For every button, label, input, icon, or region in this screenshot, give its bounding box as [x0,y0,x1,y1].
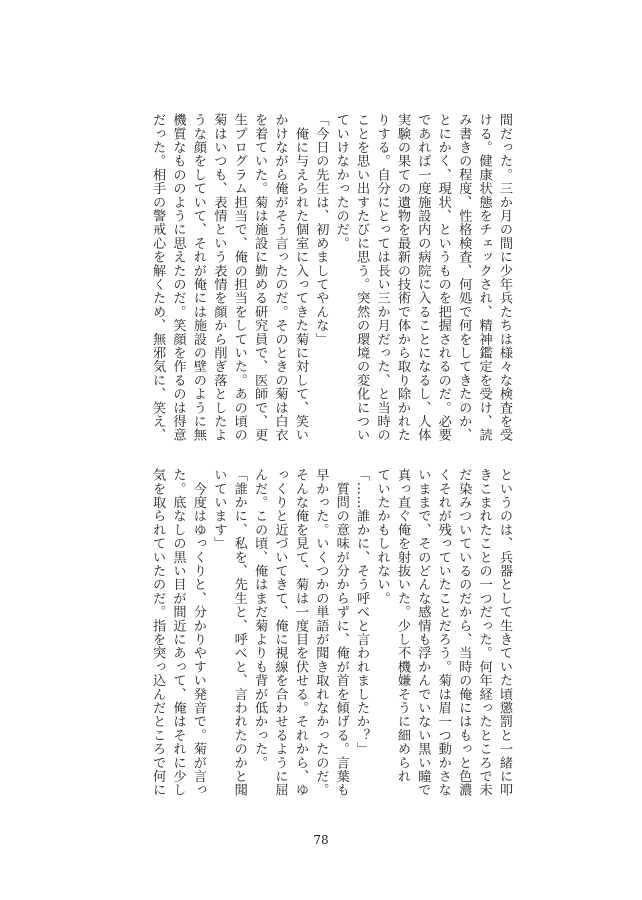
text-line: 早かった。いくつかの単語が聞き取れなかったのだ。 [313,468,329,797]
text-line: うな顔をしていて、それが俺には施設の壁のように無 [190,113,206,442]
text-line: 気を取られていたのだ。指を突っ込んだところで何に [150,468,166,797]
text-line: 真っ直ぐ俺を射抜いた。少し不機嫌そうに細められ [394,468,410,784]
text-line: 「今日の先生は、初めましてやんな」 [313,113,329,346]
text-line: 「誰かに、私を、先生と、呼べと、言われたのかと聞 [231,468,247,797]
text-line: た。底なしの黒い目が間近にあって、俺はそれに少し [170,468,186,797]
text-line: 実験の果ての遺物を最新の技術で体から取り除かれた [394,113,410,442]
text-line: 間だった。三か月の間に少年兵たちは様々な検査を受 [497,113,512,442]
text-line: 「……誰かに、そう呼べと言われましたか？」 [354,468,370,756]
text-line: 菊はいつも、表情という表情を顔から削ぎ落としたよ [211,113,227,442]
text-line: であれば一度施設内の病院に入ることになるし、人体 [415,113,431,442]
text-line: 俺に与えられた個室に入ってきた菊に対して、笑い [292,113,308,442]
text-line: だ染みついているのだから、当時の俺にはもっと色濃 [456,468,472,797]
text-line: ける。健康状態をチェックされ、精神鑑定を受け、読 [476,113,492,442]
text-line: というのは、兵器として生きていた頃懲罰と一緒に叩 [497,468,512,797]
text-block-bottom [147,468,514,797]
text-line: 機質なもののように思えたのだ。笑顔を作るのは得意 [170,113,186,442]
text-line: そんな俺を見て、菊は一度目を伏せる。それから、ゆ [292,468,308,797]
text-line: 今度はゆっくりと、分かりやすい発音で。菊が言っ [190,468,206,797]
text-line: いています」 [211,468,227,551]
text-line: とにかく、現状、というものを把握されるのだ。必要 [435,113,451,442]
text-line: 生プログラム担当で、俺の担当をしていた。あの頃の [231,113,247,442]
text-line: くそれが残っていたことだろう。菊は眉一つ動かさな [435,468,451,797]
text-line: っくりと近づいてきて、俺に視線を合わせるように屈 [272,468,288,797]
text-line: いままで、そのどんな感情も浮かんでいない黒い瞳で [415,468,431,797]
text-line: きこまれたことの一つだった。何年経ったところで未 [476,468,492,797]
text-line: かけながら俺がそう言ったのだ。そのときの菊は白衣 [272,113,288,442]
text-line: を着ていた。菊は施設に勤める研究員で、医師で、更 [252,113,268,442]
text-line: だった。相手の警戒心を解くため、無邪気に、笑え、 [150,113,166,442]
text-line: ていけなかったのだ。 [333,113,349,250]
text-line: み書きの程度、性格検査、何処で何をしてきたのか、 [456,113,472,442]
text-line: りする。自分にとっては長い三か月だった、と当時の [374,113,390,442]
text-block-top [147,113,514,442]
text-line: ていたかもしれない。 [374,468,390,605]
text-line: ことを思い出すたびに思う。突然の環境の変化につい [354,113,370,442]
page-number: 78 [313,833,329,847]
text-line: 質問の意味が分からずに、俺が首を傾げる。言葉も [333,468,349,797]
text-line: んだ。この頃、俺はまだ菊よりも背が低かった。 [252,468,268,770]
